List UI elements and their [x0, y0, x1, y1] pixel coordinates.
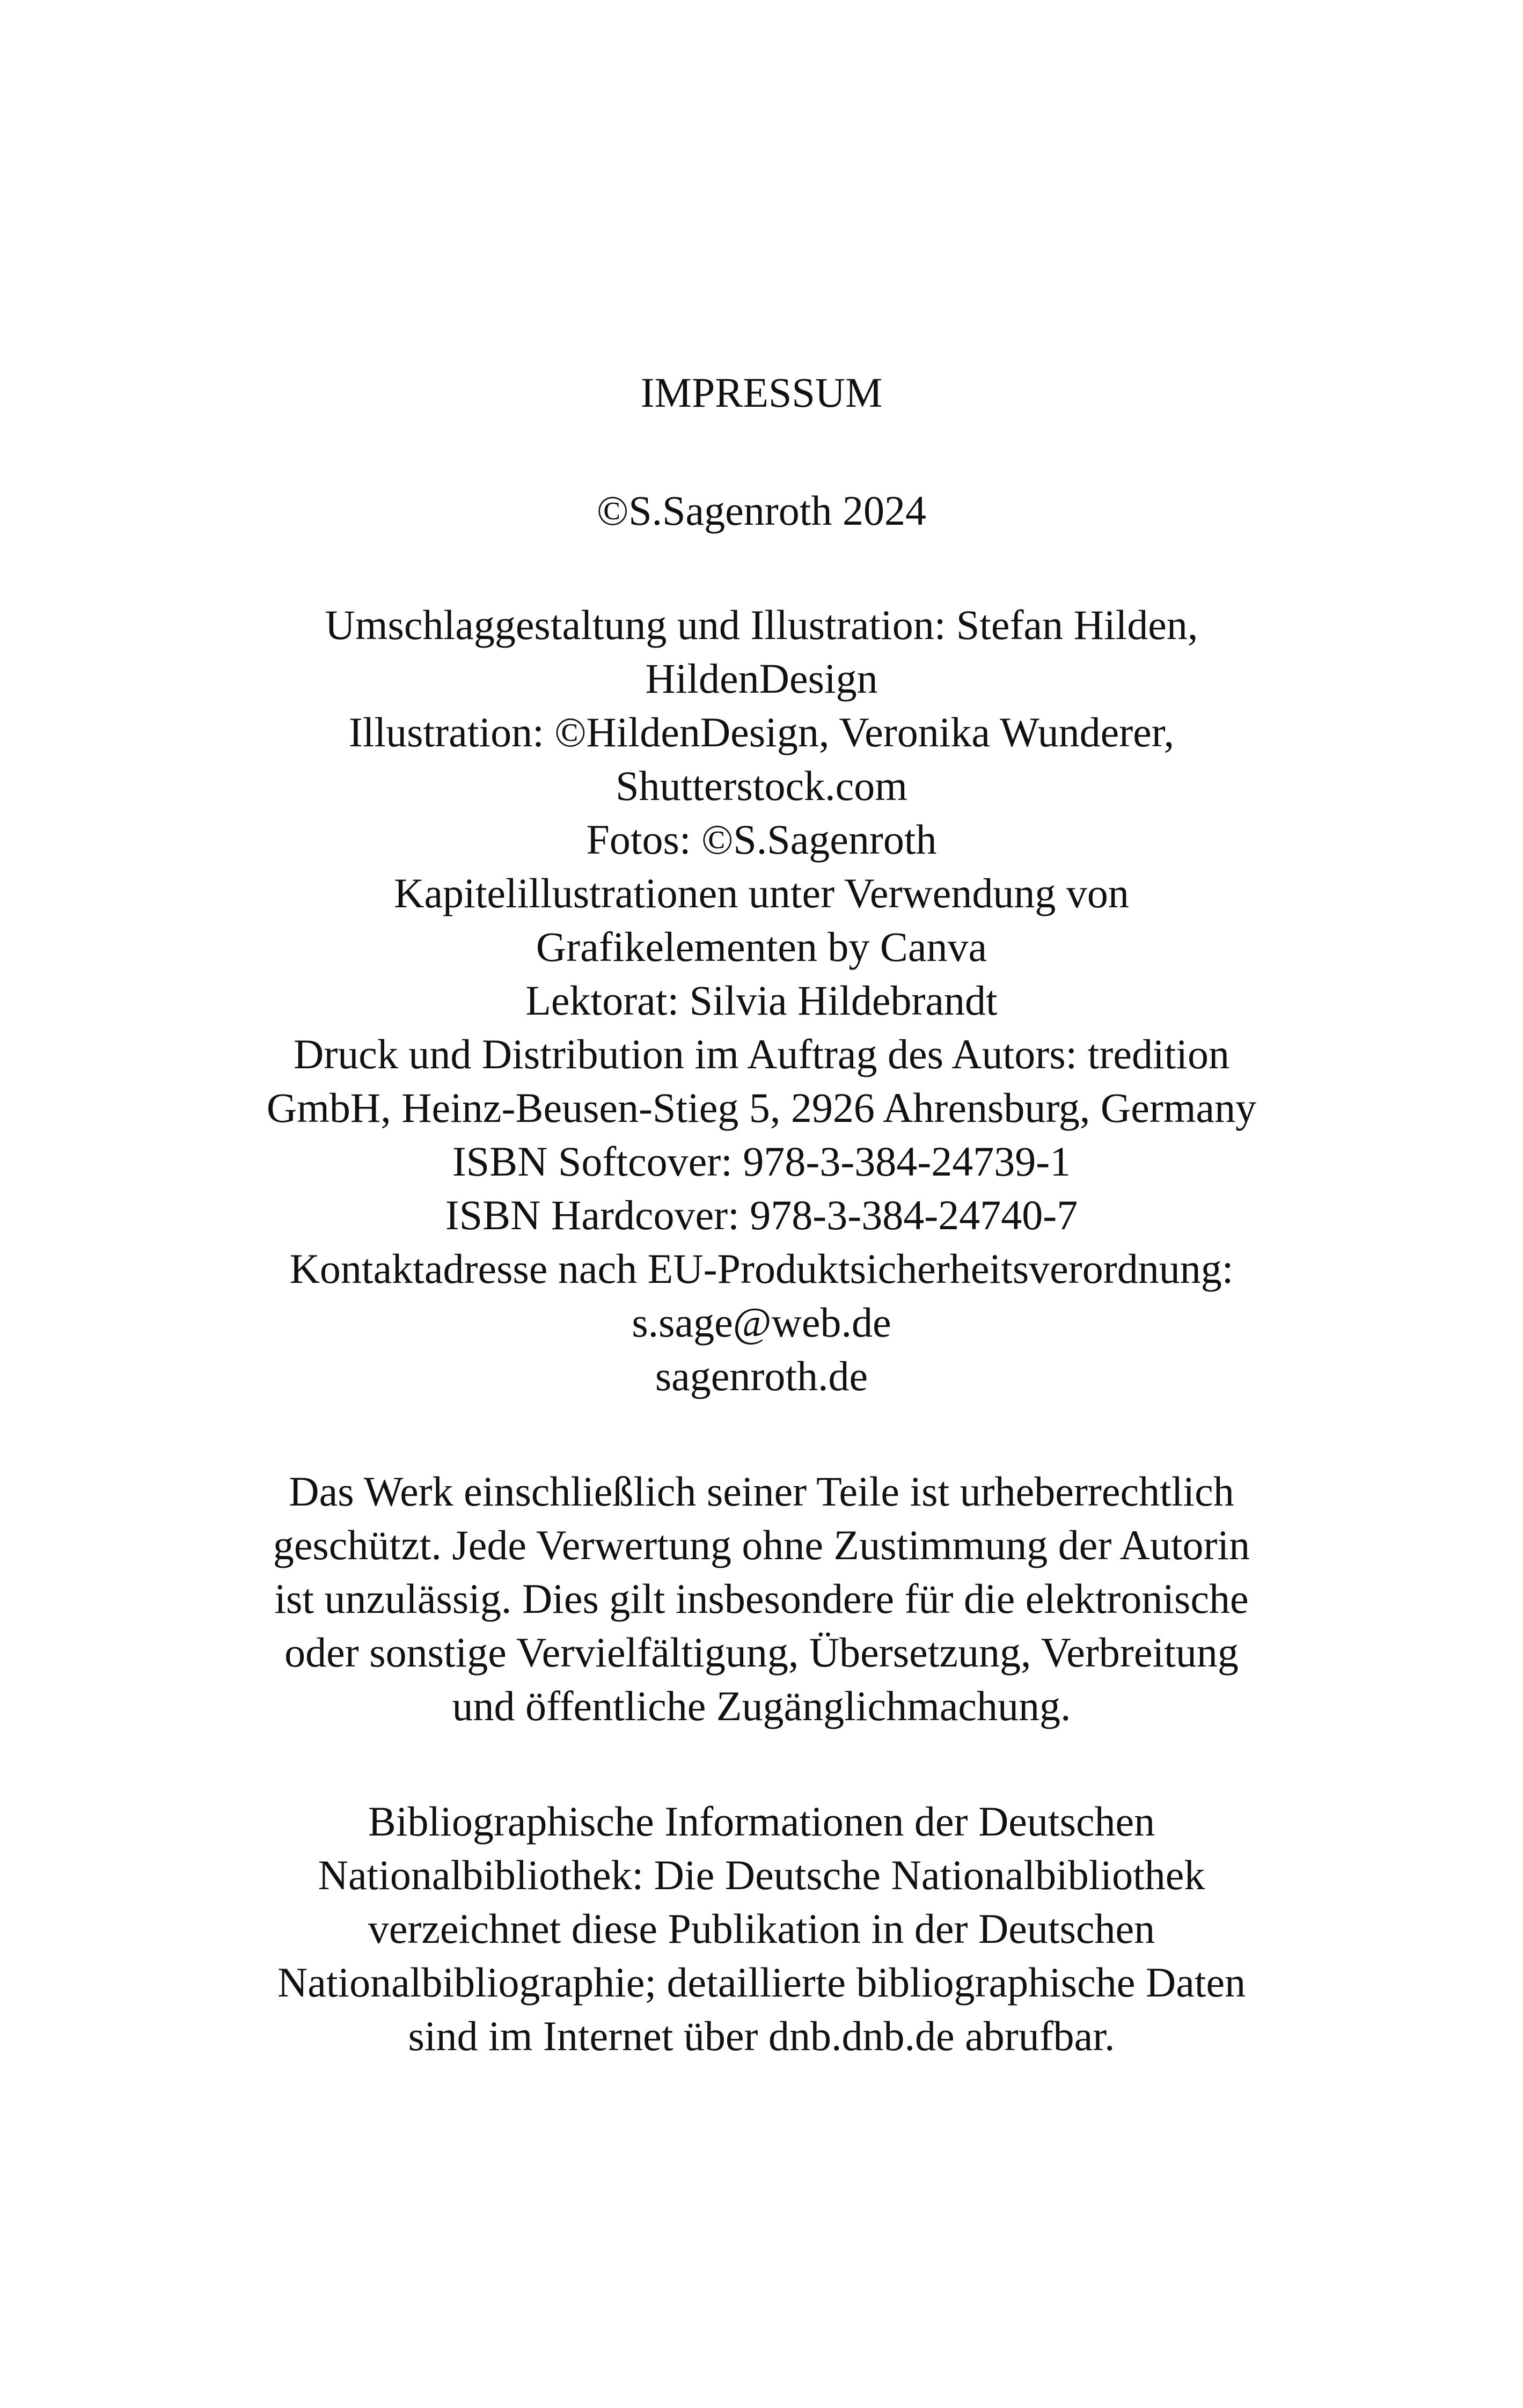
credit-line: Kapitelillustrationen unter Verwendung von: [394, 870, 1129, 916]
credit-line: Shutterstock.com: [616, 762, 907, 809]
bibliographic-notice-line: verzeichnet diese Publikation in der Deutschen: [368, 1905, 1155, 1952]
credit-line: Druck und Distribution im Auftrag des Autors: tredition: [294, 1031, 1229, 1077]
copyright-notice-line: ist unzulässig. Dies gilt insbesondere für die elektronische: [274, 1575, 1249, 1622]
bibliographic-notice-line: sind im Internet über dnb.dnb.de abrufbar.: [408, 2013, 1115, 2059]
credit-line: ISBN Softcover: 978-3-384-24739-1: [452, 1138, 1071, 1185]
website: sagenroth.de: [655, 1353, 868, 1399]
credit-line: Umschlaggestaltung und Illustration: Stefan Hilden,: [325, 601, 1198, 648]
credit-line: Grafikelementen by Canva: [536, 923, 987, 970]
credit-line: Kontaktadresse nach EU-Produktsicherheitsverordnung:: [289, 1245, 1234, 1292]
copyright-notice-line: geschützt. Jede Verwertung ohne Zustimmung der Autorin: [273, 1522, 1250, 1568]
credit-line: Lektorat: Silvia Hildebrandt: [525, 977, 998, 1024]
copyright-notice-line: Das Werk einschließlich seiner Teile ist urheberrechtlich: [289, 1468, 1234, 1515]
credit-line: HildenDesign: [645, 655, 878, 702]
bibliographic-notice-line: Bibliographische Informationen der Deutschen: [368, 1798, 1155, 1845]
copyright-notice-line: oder sonstige Vervielfältigung, Übersetzung, Verbreitung: [284, 1629, 1239, 1676]
credit-line: GmbH, Heinz-Beusen-Stieg 5, 2926 Ahrensburg, Germany: [266, 1084, 1257, 1131]
page-heading: IMPRESSUM: [640, 369, 883, 416]
contact-email: s.sage@web.de: [632, 1299, 891, 1346]
bibliographic-notice-line: Nationalbibliographie; detaillierte bibliographische Daten: [277, 1959, 1246, 2006]
bibliographic-notice-line: Nationalbibliothek: Die Deutsche Nationalbibliothek: [318, 1852, 1205, 1898]
credit-line: Fotos: ©S.Sagenroth: [586, 816, 937, 863]
copyright-line: ©S.Sagenroth 2024: [597, 487, 926, 534]
credit-line: Illustration: ©HildenDesign, Veronika Wunderer,: [348, 709, 1175, 755]
copyright-notice-line: und öffentliche Zugänglichmachung.: [452, 1683, 1071, 1729]
credit-line: ISBN Hardcover: 978-3-384-24740-7: [445, 1192, 1078, 1238]
